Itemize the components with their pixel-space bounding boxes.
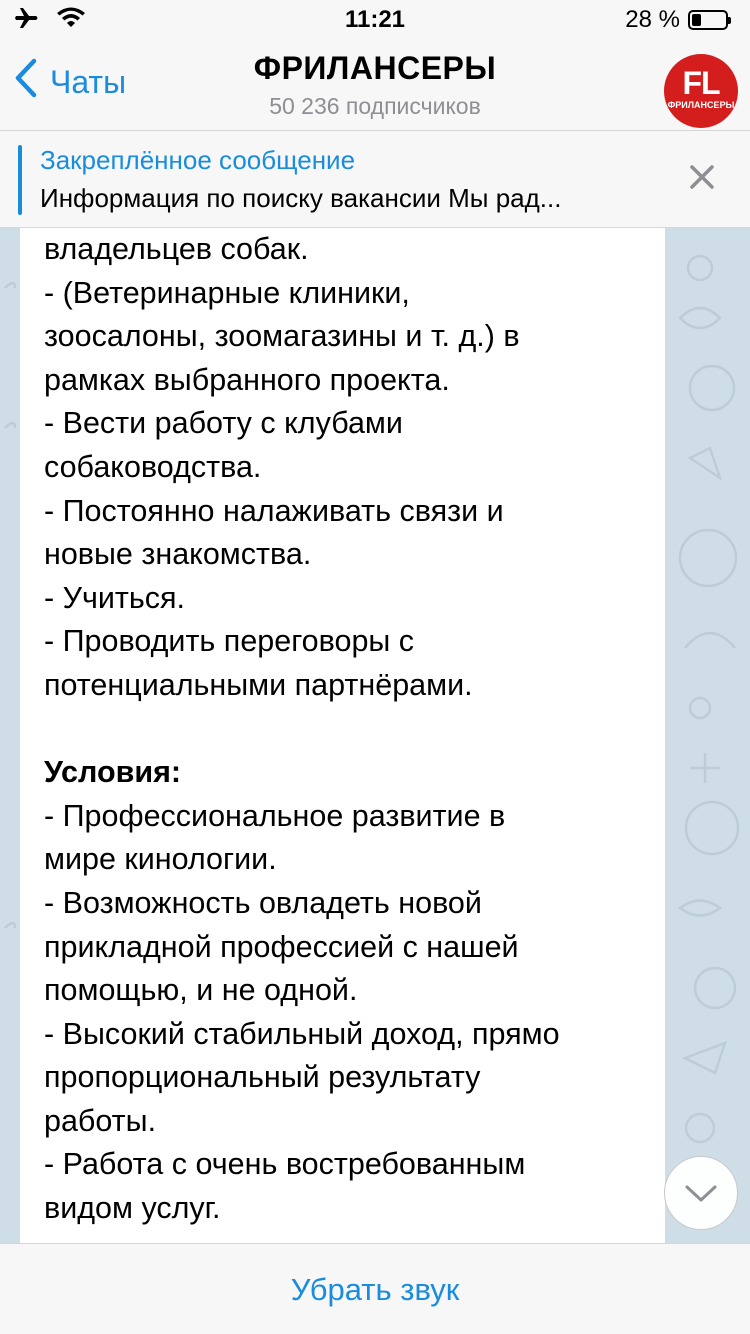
status-time: 11:21: [344, 6, 406, 33]
message-line: помощью, и не одной.: [44, 973, 358, 1008]
message-bubble[interactable]: [20, 228, 665, 1243]
channel-avatar[interactable]: [664, 54, 738, 128]
message-line: мире кинологии.: [44, 842, 277, 877]
pinned-text: Информация по поиску вакансии Мы рад...: [40, 183, 562, 213]
bottom-bar: [0, 1243, 750, 1334]
chat-area[interactable]: [0, 228, 750, 1243]
status-bar: [0, 0, 750, 40]
channel-header[interactable]: [150, 50, 600, 120]
back-label: Чаты: [50, 63, 127, 100]
message-line: - Возможность овладеть новой: [44, 885, 482, 920]
mute-button[interactable]: Убрать звук: [290, 1272, 460, 1307]
message-line: - Вести работу с клубами: [44, 406, 403, 441]
status-right: [625, 6, 728, 34]
message-line: Условия:: [44, 755, 182, 790]
battery-icon: [688, 10, 728, 30]
message-line: прикладной профессией с нашей: [44, 929, 519, 964]
message-line: видом услуг.: [44, 1191, 221, 1226]
chevron-down-icon: [665, 1157, 737, 1229]
message-line: новые знакомства.: [44, 537, 312, 572]
avatar-logo-subtext: ФРИЛАНСЕРЫ: [667, 100, 735, 110]
battery-percent: 28 %: [625, 6, 680, 33]
message-line: - Проводить переговоры с: [44, 624, 415, 659]
message-line: рамках выбранного проекта.: [44, 362, 450, 397]
message-line: - Постоянно налаживать связи и: [44, 493, 504, 528]
close-icon[interactable]: [684, 159, 720, 195]
message-line: - Учиться.: [44, 580, 186, 615]
pinned-message[interactable]: [0, 131, 750, 228]
message-text: [44, 228, 641, 1231]
scroll-down-button[interactable]: [664, 1156, 738, 1230]
message-line: - Работа с очень востребованным: [44, 1147, 526, 1182]
message-line: работы.: [44, 1103, 157, 1138]
message-line: - Профессиональное развитие в: [44, 798, 506, 833]
message-line: - Высокий стабильный доход, прямо: [44, 1016, 560, 1051]
message-line: пропорциональный результату: [44, 1060, 481, 1095]
message-line: [44, 708, 641, 752]
avatar-logo-text: FL: [682, 65, 720, 101]
message-line: зоосалоны, зоомагазины и т. д.) в: [44, 319, 520, 354]
nav-bar: [0, 40, 750, 131]
subscriber-count: 50 236 подписчиков: [269, 93, 481, 119]
message-line: потенциальными партнёрами.: [44, 667, 473, 702]
channel-title: ФРИЛАНСЕРЫ: [253, 50, 497, 86]
message-line: владельцев собак.: [44, 232, 309, 266]
pinned-accent-bar: [18, 145, 22, 215]
back-button[interactable]: [14, 58, 126, 106]
pinned-title: Закреплённое сообщение: [40, 145, 356, 175]
chevron-left-icon: [14, 58, 38, 106]
message-line: - (Ветеринарные клиники,: [44, 275, 410, 310]
battery-fill: [692, 14, 701, 26]
message-line: собаководства.: [44, 449, 262, 484]
